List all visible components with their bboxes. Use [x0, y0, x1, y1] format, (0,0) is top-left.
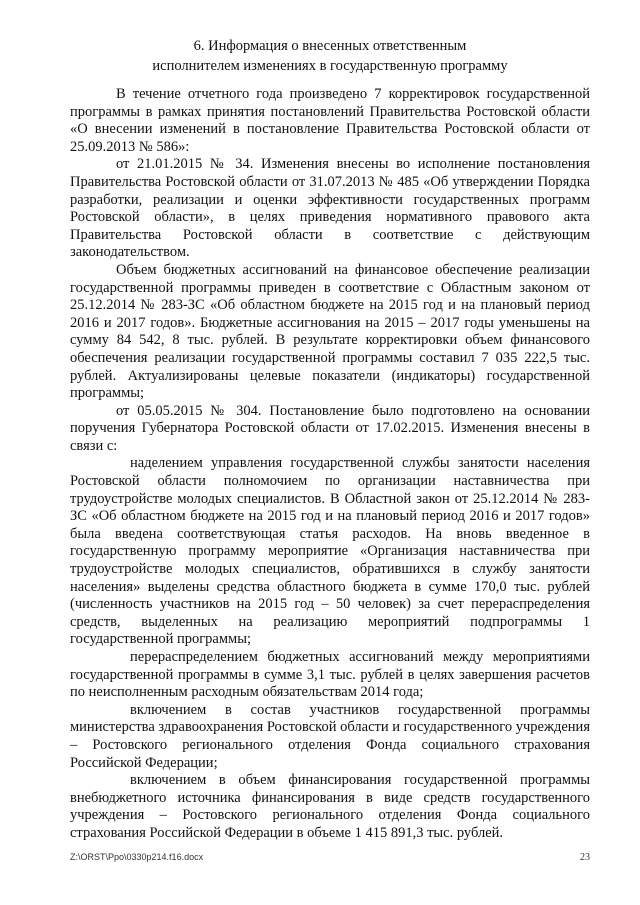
document-body: [70, 86, 590, 843]
paragraph-amendment-34: от 21.01.2015 № 34. Изменения внесены во исполнение постановления Правительства Ростовской области от 31.07.2013 № 485 «Об утверждении Порядка разработки, реализации и оценки эффективности государственных программ Ростовской области», в целях приведения нормативного правового акта Правительства Ростовской области в соответствие с действующим законодательством.: [70, 156, 590, 261]
page-number: 23: [580, 852, 590, 863]
paragraph-mentorship-authority: наделением управления государственной службы занятости населения Ростовской области полномочием по организации наставничества при трудоустройстве молодых специалистов. В Областной закон от 25.12.2014 № 283-ЗС «Об областном бюджете на 2015 год и на плановый период 2016 и 2017 годов» была введена соответствующая статья расходов. На вновь введенное в государственную программу мероприятие «Организация наставничества при трудоустройстве молодых специалистов, обратившихся в службу занятости населения» выделены средства областного бюджета в сумме 170,0 тыс. рублей (численность участников на 2015 год – 50 человек) за счет перераспределения средств, выделенных на реализацию мероприятий подпрограммы 1 государственной программы;: [70, 455, 590, 648]
paragraph-budget-allocation: Объем бюджетных ассигнований на финансовое обеспечение реализации государственной программы приведен в соответствие с Областным законом от 25.12.2014 № 283-ЗС «Об областном бюджете на 2015 год и на плановый период 2016 и 2017 годов». Бюджетные ассигнования на 2015 – 2017 годы уменьшены на сумму 84 542, 8 тыс. рублей. В результате корректировки объем финансового обеспечения реализации государственной программы составил 7 035 222,5 тыс. рублей. Актуализированы целевые показатели (индикаторы) государственной программы;: [70, 261, 590, 402]
section-heading-line-1: 6. Информация о внесенных ответственным: [193, 38, 467, 54]
section-heading: [70, 36, 590, 76]
paragraph-intro: В течение отчетного года произведено 7 корректировок государственной программы в рамках принятия постановлений Правительства Ростовской области «О внесении изменений в постановление Правительства Ростовской области от 25.09.2013 № 586»:: [70, 86, 590, 155]
paragraph-amendment-304: от 05.05.2015 № 304. Постановление было подготовлено на основании поручения Губернатора Ростовской области от 17.02.2015. Изменения внесены в связи с:: [70, 402, 590, 454]
section-heading-line-2: исполнителем изменениях в государственную программу: [152, 58, 508, 74]
paragraph-participants: включением в состав участников государственной программы министерства здравоохранения Ростовской области и государственного учреждения – Ростовского регионального отделения Фонда социального страхования Российской Федерации;: [70, 701, 590, 771]
paragraph-extrabudgetary-funding: включением в объем финансирования государственной программы внебюджетного источника финансирования в виде средств государственного учреждения – Ростовского регионального отделения Фонда социального страхования Российской Федерации в объеме 1 415 891,3 тыс. рублей.: [70, 772, 590, 841]
file-path: Z:\ORST\Ppo\0330p214.f16.docx: [70, 852, 204, 862]
paragraph-reallocation: перераспределением бюджетных ассигнований между мероприятиями государственной программы в сумме 3,1 тыс. рублей в целях завершения расчетов по неисполненным расходным обязательствам 2014 года;: [70, 649, 590, 701]
